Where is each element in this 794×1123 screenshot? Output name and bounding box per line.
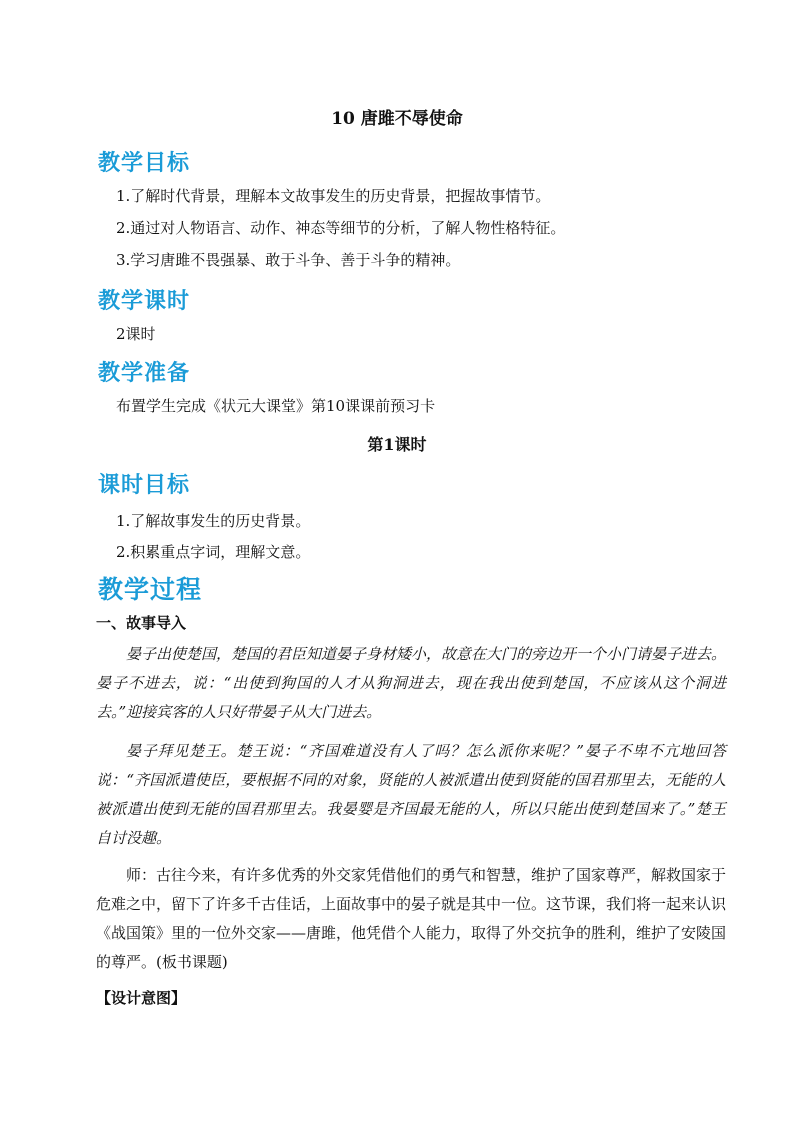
hours-heading: 教学课时 [98,289,191,314]
design-intent-label: 【设计意图】 [96,989,187,1007]
hours-value: 2课时 [116,325,156,343]
goals-heading: 教学目标 [98,151,191,176]
lesson-subtitle: 第1课时 [367,435,427,454]
prep-text: 布置学生完成《状元大课堂》第10课课前预习卡 [116,397,436,415]
goal-item-1: 1.了解时代背景，理解本文故事发生的历史背景，把握故事情节。 [116,187,551,205]
story-paragraph-1: 晏子出使楚国，楚国的君臣知道晏子身材矮小，故意在大门的旁边开一个小门请晏子进去。晏子不进去，说：“出使到狗国的人才从狗洞进去，现在我出使到楚国，不应该从这个洞进去。”迎接宾客的人只好带晏子从大门进去。 [96,645,727,721]
process-heading: 教学过程 [98,575,203,604]
goal-item-3: 3.学习唐雎不畏强暴、敢于斗争、善于斗争的精神。 [116,251,461,269]
section-heading: 一、故事导入 [96,614,187,632]
teacher-paragraph: 师：古往今来，有许多优秀的外交家凭借他们的勇气和智慧，维护了国家尊严，解救国家于危难之中，留下了许多千古佳话，上面故事中的晏子就是其中一位。这节课，我们将一起来认识《战国策》里的一位外交家——唐雎，他凭借个人能力，取得了外交抗争的胜利，维护了安陵国的尊严。(板书课题) [96,866,727,971]
lesson-goal-item-2: 2.积累重点字词，理解文意。 [116,543,311,561]
goal-item-2: 2.通过对人物语言、动作、神态等细节的分析，了解人物性格特征。 [116,219,566,237]
prep-heading: 教学准备 [98,361,191,386]
lesson-goals-heading: 课时目标 [98,473,191,498]
story-paragraph-2: 晏子拜见楚王。楚王说：“齐国难道没有人了吗？怎么派你来呢？”晏子不卑不亢地回答说：“齐国派遣使臣，要根据不同的对象，贤能的人被派遣出使到贤能的国君那里去，无能的人被派遣出使到无能的国君那里去。我晏婴是齐国最无能的人，所以只能出使到楚国来了。”楚王自讨没趣。 [96,742,726,847]
lesson-goal-item-1: 1.了解故事发生的历史背景。 [116,512,311,530]
lesson-title: 10 唐雎不辱使命 [331,109,463,129]
